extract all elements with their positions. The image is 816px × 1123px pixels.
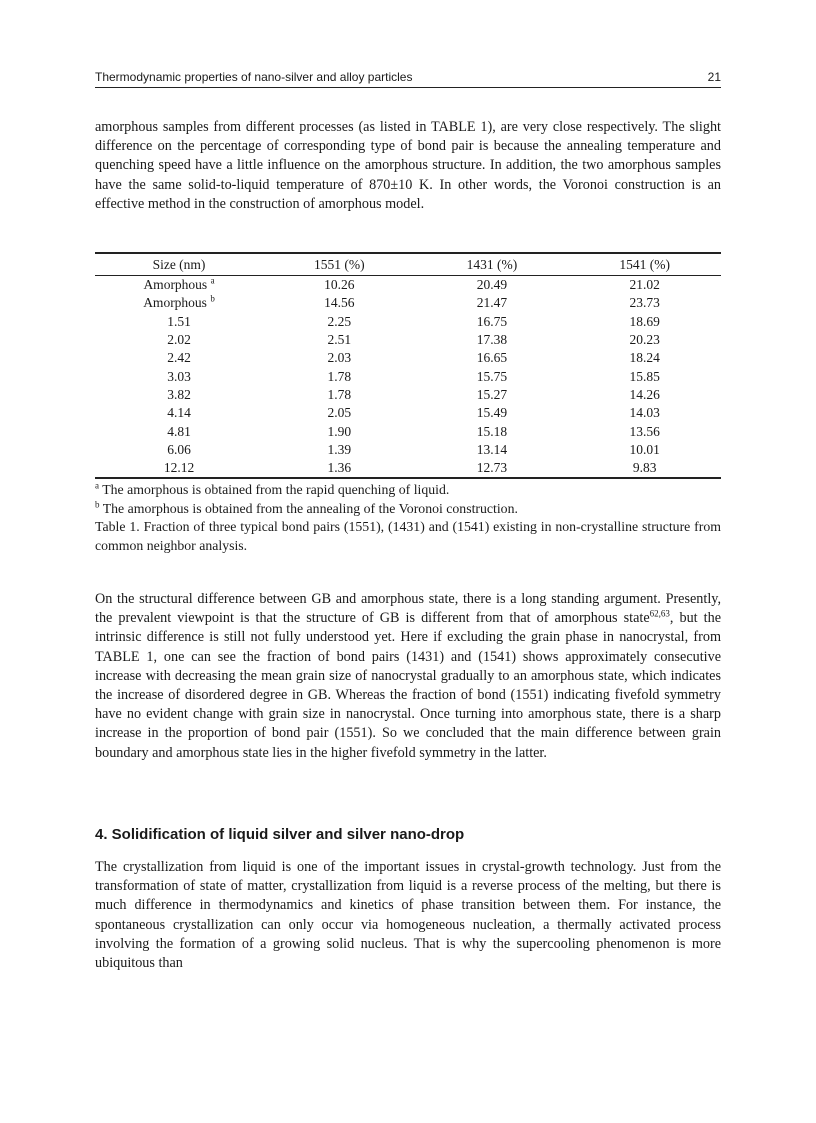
value-1541-cell [568, 331, 721, 349]
cell-text: 4.14 [167, 405, 191, 421]
footnote-text: The amorphous is obtained from the annealing of the Voronoi construction. [99, 500, 518, 516]
table-row [95, 276, 721, 295]
cell-text: 9.83 [632, 460, 657, 476]
cell-text: Amorphous [143, 277, 208, 293]
value-1431-cell [416, 422, 569, 440]
footnote-a [95, 481, 721, 500]
table-row [95, 349, 721, 367]
table-row [95, 404, 721, 422]
footnote-mark: b [95, 498, 100, 509]
cell-text: 10.26 [324, 277, 355, 293]
value-1431-cell [416, 386, 569, 404]
footnote-mark: a [95, 480, 99, 491]
cell-text: 14.26 [629, 386, 660, 402]
cell-text: 17.38 [476, 332, 508, 348]
table-row [95, 441, 721, 459]
cell-text: 1.51 [167, 313, 191, 329]
table-row [95, 294, 721, 312]
value-1431-cell [416, 459, 569, 478]
size-cell [95, 441, 263, 459]
table-row [95, 313, 721, 331]
cell-text: 15.49 [476, 405, 508, 421]
value-1551-cell [263, 441, 416, 459]
value-1541-cell [568, 313, 721, 331]
cell-text: 1.39 [327, 441, 352, 457]
size-cell [95, 367, 263, 385]
cell-text: 2.51 [327, 332, 352, 348]
cell-text: 23.73 [629, 295, 660, 311]
footnote-text: The amorphous is obtained from the rapid quenching of liquid. [99, 482, 450, 497]
value-1541-cell [568, 367, 721, 385]
cell-text: 15.27 [476, 386, 508, 402]
column-header-1551: 1551 (%) [263, 253, 416, 276]
table-row [95, 331, 721, 349]
cell-text: 1.78 [327, 386, 352, 402]
section-heading: 4. Solidification of liquid silver and silver nano-drop [95, 826, 465, 843]
citation-ref: 62,63 [649, 608, 670, 619]
value-1431-cell [416, 294, 569, 312]
size-cell [95, 459, 263, 478]
body-paragraph-2 [95, 590, 721, 763]
value-1551-cell [263, 294, 416, 312]
paragraph-text: , but the intrinsic difference is still not fully understood yet. Here if excluding the grain phase in nanocrystal, from TABLE 1, one can see the fraction of bond pairs (1431) and (1541) shows approximately consecutive increase with decreasing the mean grain size of nanocrystal gradually to an amorphous state, which indicates the increase of disordered degree in GB. Whereas the fraction of bond (1551) indicating fivefold symmetry have no evident change with grain size in nanocrystal. Once turning into amorphous state, there is a sharp increase in the proportion of bond pair (1551). So we concluded that the main difference between grain boundary and amorphous state lies in the higher fivefold symmetry in the latter. [95, 610, 721, 761]
value-1551-cell [263, 313, 416, 331]
cell-text: 2.05 [327, 405, 352, 421]
value-1551-cell [263, 349, 416, 367]
running-header [95, 70, 721, 88]
cell-text: 12.12 [163, 460, 195, 476]
cell-text: 6.06 [167, 441, 191, 457]
table-row [95, 422, 721, 440]
size-cell [95, 349, 263, 367]
footnote-mark: b [210, 293, 215, 304]
column-header-1541: 1541 (%) [568, 253, 721, 276]
running-title: Thermodynamic properties of nano-silver and alloy particles [95, 70, 413, 84]
value-1541-cell [568, 349, 721, 367]
value-1551-cell [263, 331, 416, 349]
cell-text: 10.01 [629, 441, 660, 457]
body-paragraph-3: The crystallization from liquid is one of the important issues in crystal-growth technology. Just from the transformation of state of matter, crystallization from liquid is a reverse process of the melting, but there is much difference in thermodynamics and kinetics of phase transition between them. For instance, the spontaneous crystallization can only occur via homogeneous nucleation, a thermally activated process involving the formation of a growing solid nucleus. That is why the supercooling phenomenon is more ubiquitous than [95, 859, 721, 972]
cell-text: 2.03 [327, 350, 352, 366]
column-header-size: Size (nm) [95, 253, 263, 276]
value-1541-cell [568, 441, 721, 459]
column-header-1431: 1431 (%) [416, 253, 569, 276]
cell-text: Amorphous [143, 295, 207, 311]
cell-text: 3.03 [167, 368, 191, 384]
cell-text: 13.56 [629, 423, 660, 439]
cell-text: 18.69 [629, 313, 660, 329]
value-1551-cell [263, 422, 416, 440]
size-cell [95, 404, 263, 422]
cell-text: 15.18 [476, 423, 508, 439]
value-1551-cell [263, 404, 416, 422]
value-1551-cell [263, 276, 416, 295]
cell-text: 14.56 [324, 295, 355, 311]
table-header-row [95, 253, 721, 276]
size-cell [95, 294, 263, 312]
value-1541-cell [568, 386, 721, 404]
cell-text: 20.23 [629, 332, 660, 348]
value-1541-cell [568, 459, 721, 478]
size-cell [95, 422, 263, 440]
size-cell [95, 313, 263, 331]
cell-text: 15.85 [629, 368, 660, 384]
cell-text: 1.90 [327, 423, 352, 439]
value-1551-cell [263, 459, 416, 478]
size-cell [95, 276, 263, 295]
table-caption: Table 1. Fraction of three typical bond pairs (1551), (1431) and (1541) existing in non-crystalline structure from common neighbor analysis. [95, 519, 721, 553]
cell-text: 13.14 [476, 441, 508, 457]
value-1431-cell [416, 349, 569, 367]
cell-text: 2.42 [167, 350, 191, 366]
value-1431-cell [416, 367, 569, 385]
cell-text: 21.47 [476, 295, 508, 311]
cell-text: 2.25 [327, 313, 352, 329]
value-1431-cell [416, 276, 569, 295]
page-number: 21 [707, 70, 721, 84]
table-row [95, 386, 721, 404]
value-1431-cell [416, 441, 569, 459]
footnote-b [95, 500, 721, 519]
value-1431-cell [416, 313, 569, 331]
cell-text: 16.75 [476, 313, 508, 329]
table-row [95, 459, 721, 478]
value-1551-cell [263, 386, 416, 404]
cell-text: 2.02 [167, 332, 191, 348]
table-row [95, 367, 721, 385]
table-notes [95, 481, 721, 555]
bond-pair-table [95, 252, 721, 479]
cell-text: 3.82 [167, 386, 191, 402]
size-cell [95, 386, 263, 404]
cell-text: 18.24 [629, 350, 660, 366]
cell-text: 1.78 [327, 368, 352, 384]
value-1541-cell [568, 294, 721, 312]
cell-text: 16.65 [476, 350, 508, 366]
footnote-mark: a [210, 275, 215, 286]
table-body [95, 276, 721, 479]
value-1541-cell [568, 404, 721, 422]
value-1431-cell [416, 404, 569, 422]
cell-text: 1.36 [327, 460, 352, 476]
cell-text: 21.02 [629, 277, 660, 293]
cell-text: 20.49 [476, 277, 508, 293]
size-cell [95, 331, 263, 349]
value-1551-cell [263, 367, 416, 385]
value-1541-cell [568, 422, 721, 440]
value-1431-cell [416, 331, 569, 349]
cell-text: 12.73 [476, 460, 508, 476]
body-paragraph-1: amorphous samples from different processes (as listed in TABLE 1), are very close respectively. The slight difference on the percentage of corresponding type of bond pair is because the annealing temperature and quenching speed have a little influence on the amorphous structure. In addition, the two amorphous samples have the same solid-to-liquid temperature of 870±10 K. In other words, the Voronoi construction is an effective method in the construction of amorphous model. [95, 119, 721, 212]
value-1541-cell [568, 276, 721, 295]
cell-text: 14.03 [629, 405, 660, 421]
cell-text: 15.75 [476, 368, 508, 384]
cell-text: 4.81 [167, 423, 191, 439]
paragraph-text: On the structural difference between GB and amorphous state, there is a long standing argument. Presently, the prevalent viewpoint is that the structure of GB is different from that of amorphous state [95, 591, 721, 627]
